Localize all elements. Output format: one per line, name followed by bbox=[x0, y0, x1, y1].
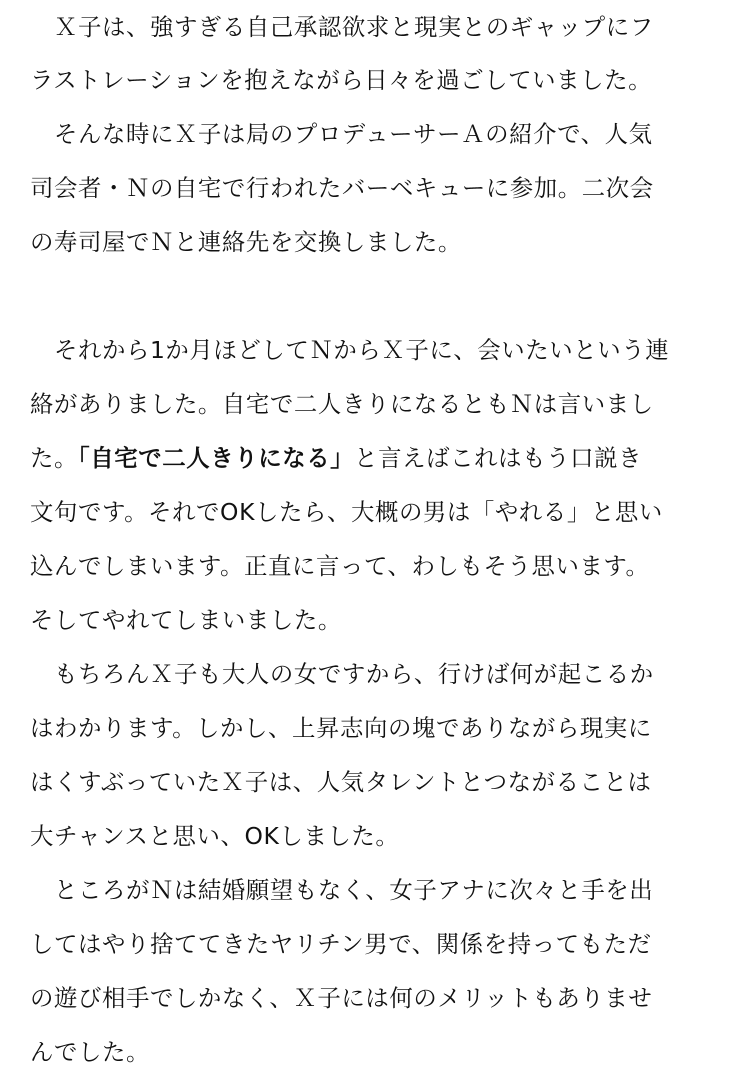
text-line: もちろんＸ子も大人の女ですから、行けば何が起こるか bbox=[30, 660, 654, 688]
text-line: ラストレーションを抱えながら日々を過ごしていました。 bbox=[30, 66, 653, 94]
paragraph-2 bbox=[30, 107, 706, 269]
text-line-mixed bbox=[30, 431, 706, 485]
text-line: んでした。 bbox=[30, 1038, 150, 1066]
text-line: 文句です。それでOKしたら、大概の男は「やれる」と思い bbox=[30, 498, 663, 526]
text-line: 込んでしまいます。正直に言って、わしもそう思います。 bbox=[30, 552, 650, 580]
bold-quote: 「自宅で二人きりになる」 bbox=[77, 444, 355, 472]
text-line: ところがＮは結婚願望もなく、女子アナに次々と手を出 bbox=[30, 876, 654, 904]
text-segment: と言えばこれはもう口説き bbox=[354, 444, 643, 472]
text-line: Ｘ子は、強すぎる自己承認欲求と現実とのギャップにフ bbox=[30, 13, 654, 41]
paragraph-gap bbox=[30, 269, 706, 323]
text-line: してはやり捨ててきたヤリチン男で、関係を持ってもただ bbox=[30, 930, 652, 958]
paragraph-3 bbox=[30, 323, 706, 647]
text-line: 絡がありました。自宅で二人きりになるともＮは言いまし bbox=[30, 390, 654, 418]
text-line: はくすぶっていたＸ子は、人気タレントとつながることは bbox=[30, 768, 652, 796]
article-body bbox=[30, 0, 706, 1079]
text-line: の遊び相手でしかなく、Ｘ子には何のメリットもありませ bbox=[30, 984, 653, 1012]
paragraph-5 bbox=[30, 863, 706, 1079]
text-line: の寿司屋でＮと連絡先を交換しました。 bbox=[30, 228, 462, 256]
paragraph-1 bbox=[30, 0, 706, 107]
text-line: 大チャンスと思い、OKしました。 bbox=[30, 822, 400, 850]
text-segment: た。 bbox=[30, 444, 78, 472]
paragraph-4 bbox=[30, 647, 706, 863]
text-line: はわかります。しかし、上昇志向の塊でありながら現実に bbox=[30, 714, 652, 742]
text-line: そんな時にＸ子は局のプロデューサーＡの紹介で、人気 bbox=[30, 120, 653, 148]
text-line: そしてやれてしまいました。 bbox=[30, 606, 342, 634]
text-line: それから1か月ほどしてＮからＸ子に、会いたいという連 bbox=[30, 336, 670, 364]
text-line: 司会者・Ｎの自宅で行われたバーベキューに参加。二次会 bbox=[30, 174, 654, 202]
